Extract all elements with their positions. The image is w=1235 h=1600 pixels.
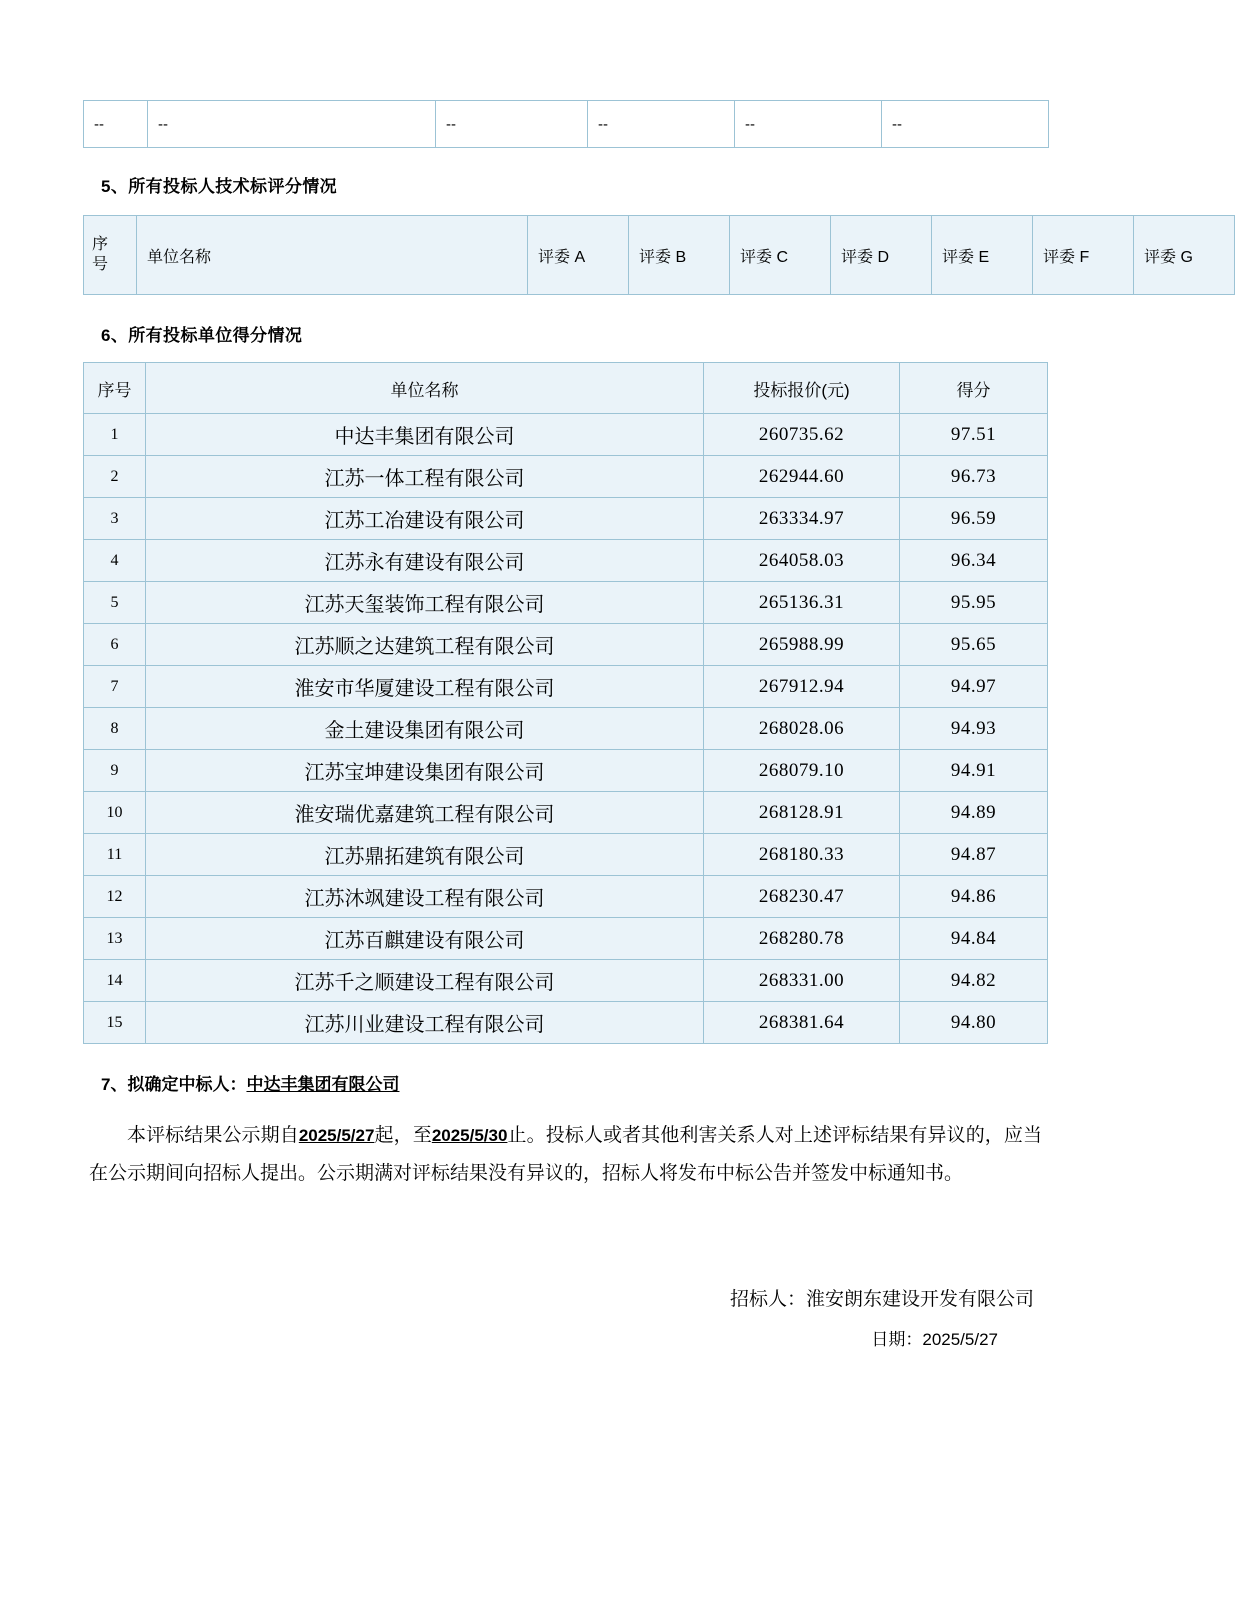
row-bid-price: 263334.97 bbox=[704, 498, 900, 540]
column-header-judge-e: 评委 E bbox=[932, 216, 1033, 295]
row-index: 1 bbox=[84, 414, 146, 456]
row-index: 7 bbox=[84, 666, 146, 708]
signature-block bbox=[83, 1279, 1048, 1358]
fragment-cell: -- bbox=[588, 101, 735, 148]
table-row bbox=[84, 708, 1048, 750]
section-7-winner bbox=[101, 1070, 1048, 1095]
row-index: 11 bbox=[84, 834, 146, 876]
row-bid-price: 268230.47 bbox=[704, 876, 900, 918]
row-unit-name: 江苏川业建设工程有限公司 bbox=[146, 1002, 704, 1044]
table-row bbox=[84, 540, 1048, 582]
row-unit-name: 淮安市华厦建设工程有限公司 bbox=[146, 666, 704, 708]
table-row bbox=[84, 876, 1048, 918]
date-line bbox=[83, 1321, 1034, 1358]
section-5-heading: 5、所有投标人技术标评分情况 bbox=[101, 177, 338, 196]
row-index: 3 bbox=[84, 498, 146, 540]
row-bid-price: 268079.10 bbox=[704, 750, 900, 792]
row-score: 96.59 bbox=[900, 498, 1048, 540]
row-bid-price: 260735.62 bbox=[704, 414, 900, 456]
row-score: 94.93 bbox=[900, 708, 1048, 750]
table-row bbox=[84, 582, 1048, 624]
row-index: 10 bbox=[84, 792, 146, 834]
row-index: 4 bbox=[84, 540, 146, 582]
column-header-index bbox=[84, 216, 137, 295]
row-unit-name: 江苏百麒建设有限公司 bbox=[146, 918, 704, 960]
row-unit-name: 金土建设集团有限公司 bbox=[146, 708, 704, 750]
table-row bbox=[84, 498, 1048, 540]
row-score: 97.51 bbox=[900, 414, 1048, 456]
table-row bbox=[84, 750, 1048, 792]
table-row bbox=[84, 834, 1048, 876]
table-row bbox=[84, 414, 1048, 456]
notice-start-date: 2025/5/27 bbox=[298, 1126, 375, 1145]
row-score: 96.73 bbox=[900, 456, 1048, 498]
column-header-judge-c: 评委 C bbox=[730, 216, 831, 295]
row-bid-price: 265988.99 bbox=[704, 624, 900, 666]
notice-part-3: 止。投标人或者其他利害关系人对上述评标结果有异议的，应当在公示期间向招标人提出。公示期满对评标结果没有异议的，招标人将发布中标公告并签发中标通知书。 bbox=[89, 1125, 1042, 1184]
row-score: 94.91 bbox=[900, 750, 1048, 792]
table-row bbox=[84, 456, 1048, 498]
column-header-index: 序号 bbox=[84, 363, 146, 414]
row-unit-name: 江苏一体工程有限公司 bbox=[146, 456, 704, 498]
notice-end-date: 2025/5/30 bbox=[431, 1126, 508, 1145]
row-unit-name: 江苏鼎拓建筑有限公司 bbox=[146, 834, 704, 876]
date-label: 日期： bbox=[871, 1329, 923, 1349]
row-unit-name: 江苏沐飒建设工程有限公司 bbox=[146, 876, 704, 918]
row-score: 94.87 bbox=[900, 834, 1048, 876]
row-index: 9 bbox=[84, 750, 146, 792]
notice-part-1: 本评标结果公示期自 bbox=[127, 1125, 299, 1146]
table-row bbox=[84, 792, 1048, 834]
row-index: 14 bbox=[84, 960, 146, 1002]
table-row bbox=[84, 101, 1049, 148]
technical-score-table bbox=[83, 215, 1235, 295]
row-bid-price: 268028.06 bbox=[704, 708, 900, 750]
section-6-heading: 6、所有投标单位得分情况 bbox=[101, 326, 303, 345]
column-header-score: 得分 bbox=[900, 363, 1048, 414]
tenderer-label: 招标人： bbox=[729, 1289, 806, 1310]
row-score: 94.86 bbox=[900, 876, 1048, 918]
table-row bbox=[84, 918, 1048, 960]
date-value: 2025/5/27 bbox=[922, 1329, 998, 1349]
row-unit-name: 江苏天玺装饰工程有限公司 bbox=[146, 582, 704, 624]
fragment-cell: -- bbox=[84, 101, 148, 148]
row-score: 94.89 bbox=[900, 792, 1048, 834]
row-bid-price: 268280.78 bbox=[704, 918, 900, 960]
index-line-2: 号 bbox=[92, 256, 109, 273]
row-score: 94.97 bbox=[900, 666, 1048, 708]
tenderer-line bbox=[83, 1279, 1034, 1321]
row-score: 94.84 bbox=[900, 918, 1048, 960]
row-index: 15 bbox=[84, 1002, 146, 1044]
column-header-judge-f: 评委 F bbox=[1033, 216, 1134, 295]
public-notice-paragraph bbox=[89, 1117, 1042, 1193]
row-unit-name: 江苏宝坤建设集团有限公司 bbox=[146, 750, 704, 792]
bidder-score-table bbox=[83, 362, 1048, 1044]
column-header-judge-d: 评委 D bbox=[831, 216, 932, 295]
row-bid-price: 265136.31 bbox=[704, 582, 900, 624]
row-score: 94.82 bbox=[900, 960, 1048, 1002]
row-unit-name: 江苏工冶建设有限公司 bbox=[146, 498, 704, 540]
winner-label: 7、拟确定中标人： bbox=[101, 1075, 247, 1094]
table-row bbox=[84, 960, 1048, 1002]
row-unit-name: 江苏顺之达建筑工程有限公司 bbox=[146, 624, 704, 666]
row-score: 96.34 bbox=[900, 540, 1048, 582]
index-line-1: 序 bbox=[92, 236, 109, 253]
row-bid-price: 268128.91 bbox=[704, 792, 900, 834]
table-header-row bbox=[84, 363, 1048, 414]
row-index: 13 bbox=[84, 918, 146, 960]
column-header-bid-price: 投标报价(元) bbox=[704, 363, 900, 414]
winner-company-name: 中达丰集团有限公司 bbox=[246, 1075, 400, 1094]
row-score: 94.80 bbox=[900, 1002, 1048, 1044]
fragment-cell: -- bbox=[148, 101, 436, 148]
row-unit-name: 淮安瑞优嘉建筑工程有限公司 bbox=[146, 792, 704, 834]
row-bid-price: 264058.03 bbox=[704, 540, 900, 582]
tenderer-name: 淮安朗东建设开发有限公司 bbox=[805, 1289, 1034, 1310]
column-header-unit-name: 单位名称 bbox=[146, 363, 704, 414]
row-bid-price: 268381.64 bbox=[704, 1002, 900, 1044]
row-index: 2 bbox=[84, 456, 146, 498]
row-score: 95.65 bbox=[900, 624, 1048, 666]
row-score: 95.95 bbox=[900, 582, 1048, 624]
row-unit-name: 江苏千之顺建设工程有限公司 bbox=[146, 960, 704, 1002]
row-bid-price: 268331.00 bbox=[704, 960, 900, 1002]
row-index: 5 bbox=[84, 582, 146, 624]
table-row bbox=[84, 666, 1048, 708]
table-row bbox=[84, 624, 1048, 666]
column-header-unit-name: 单位名称 bbox=[137, 216, 528, 295]
row-bid-price: 268180.33 bbox=[704, 834, 900, 876]
column-header-judge-g: 评委 G bbox=[1134, 216, 1235, 295]
row-index: 8 bbox=[84, 708, 146, 750]
notice-part-2: 起，至 bbox=[374, 1125, 432, 1146]
bidder-score-rows bbox=[84, 414, 1048, 1044]
table-row bbox=[84, 1002, 1048, 1044]
column-header-judge-b: 评委 B bbox=[629, 216, 730, 295]
column-header-judge-a: 评委 A bbox=[528, 216, 629, 295]
fragment-cell: -- bbox=[882, 101, 1049, 148]
fragment-cell: -- bbox=[436, 101, 588, 148]
row-bid-price: 262944.60 bbox=[704, 456, 900, 498]
table-header-row bbox=[84, 216, 1235, 295]
fragment-cell: -- bbox=[735, 101, 882, 148]
previous-table-fragment bbox=[83, 100, 1049, 148]
row-index: 6 bbox=[84, 624, 146, 666]
row-index: 12 bbox=[84, 876, 146, 918]
row-bid-price: 267912.94 bbox=[704, 666, 900, 708]
row-unit-name: 江苏永有建设有限公司 bbox=[146, 540, 704, 582]
row-unit-name: 中达丰集团有限公司 bbox=[146, 414, 704, 456]
